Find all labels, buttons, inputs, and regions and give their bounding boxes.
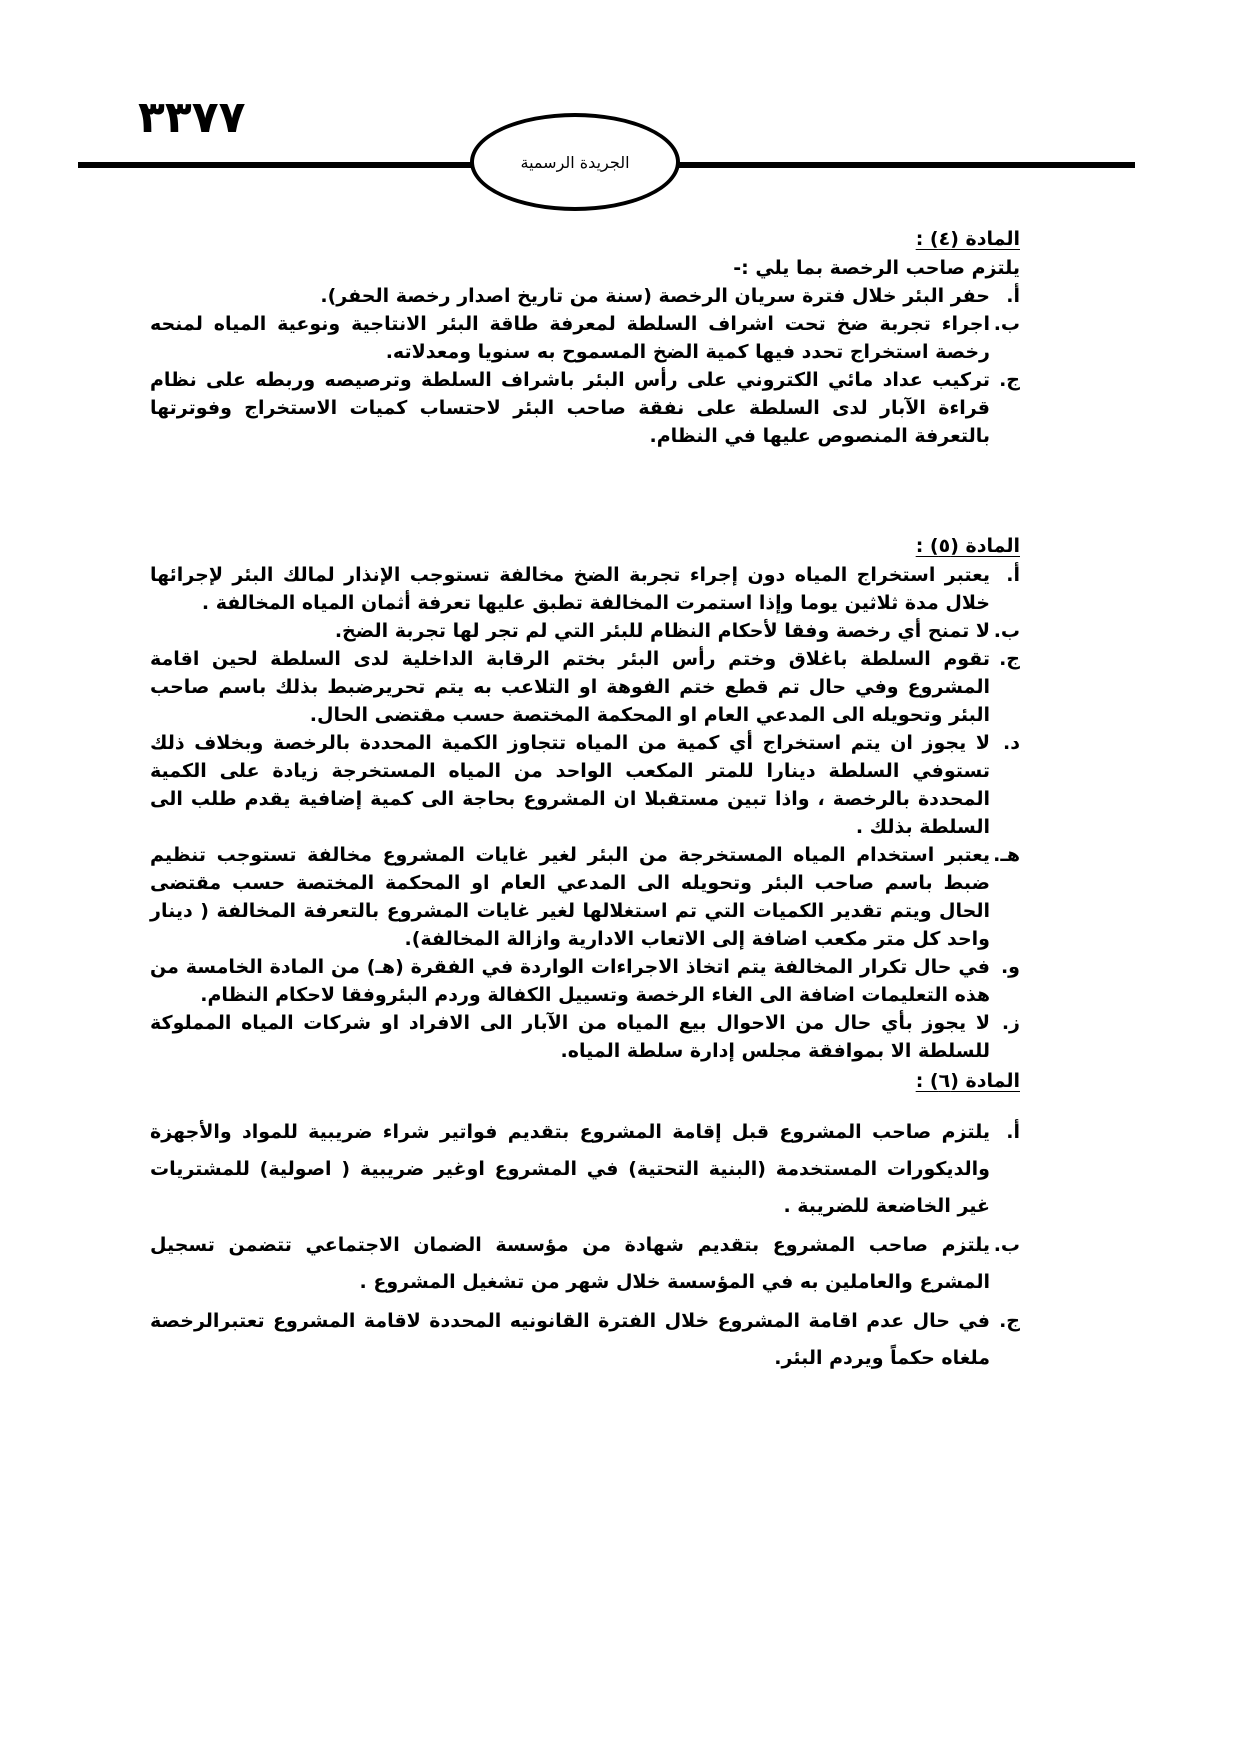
item-marker: ب. — [993, 1234, 1020, 1256]
item-marker: أ. — [1006, 564, 1020, 586]
article-6-title: المادة (٦) : — [915, 1070, 1020, 1092]
item-marker: و. — [1000, 956, 1020, 978]
item-text: في حال تكرار المخالفة يتم اتخاذ الاجراءات الواردة في الفقرة (هـ) من المادة الخامسة من هذه التعليمات اضافة الى الغاء الرخصة وتسييل الكفالة وردم البئروفقا لاحكام النظام. — [150, 956, 990, 1006]
article-5 — [150, 535, 1020, 1065]
item-marker: أ. — [1006, 1121, 1020, 1143]
item-text: تقوم السلطة باغلاق وختم رأس البئر بختم الرقابة الداخلية لدى السلطة لحين اقامة المشروع وفي حال تم قطع ختم الفوهة او التلاعب به يتم تحريرضبط بذلك باسم صاحب البئر وتحويله الى المدعي العام او المحكمة المختصة حسب مقتضى الحال. — [150, 648, 990, 726]
item-text: يعتبر استخراج المياه دون إجراء تجربة الضخ مخالفة تستوجب الإنذار لمالك البئر لإجرائها خلال مدة ثلاثين يوما وإذا استمرت المخالفة تطبق عليها تعرفة أثمان المياه المخالفة . — [150, 564, 990, 614]
list-item — [150, 645, 1020, 729]
item-text: في حال عدم اقامة المشروع خلال الفترة القانونيه المحددة لاقامة المشروع تعتبرالرخصة ملغاه حكماً ويردم البئر. — [150, 1310, 990, 1369]
item-text: حفر البئر خلال فترة سريان الرخصة (سنة من تاريخ اصدار رخصة الحفر). — [320, 285, 990, 307]
list-item — [150, 729, 1020, 841]
gazette-title: الجريدة الرسمية — [520, 152, 630, 172]
gazette-title-oval — [470, 113, 680, 211]
page-number: ٣٣٧٧ — [138, 92, 246, 143]
item-marker: هـ. — [993, 844, 1020, 866]
list-item — [150, 1114, 1020, 1225]
item-marker: ج. — [999, 369, 1020, 391]
item-marker: ج. — [999, 648, 1020, 670]
article-5-title: المادة (٥) : — [915, 535, 1020, 557]
item-text: لا يجوز بأي حال من الاحوال بيع المياه من الآبار الى الافراد او شركات المياه المملوكة للسلطة الا بموافقة مجلس إدارة سلطة المياه. — [150, 1012, 990, 1062]
list-item — [150, 617, 1020, 645]
article-4 — [150, 228, 1020, 450]
item-text: اجراء تجربة ضخ تحت اشراف السلطة لمعرفة طاقة البئر الانتاجية ونوعية المياه لمنحه رخصة استخراج تحدد فيها كمية الضخ المسموح به سنويا ومعدلاته. — [150, 313, 990, 363]
item-marker: أ. — [1006, 285, 1020, 307]
item-marker: د. — [1003, 732, 1020, 754]
article-4-intro: يلتزم صاحب الرخصة بما يلي :- — [733, 257, 1020, 279]
list-item — [150, 1227, 1020, 1301]
list-item — [150, 953, 1020, 1009]
item-text: يعتبر استخدام المياه المستخرجة من البئر لغير غايات المشروع مخالفة تستوجب تنظيم ضبط باسم صاحب البئر وتحويله الى المدعي العام او المحكمة المختصة حسب مقتضى الحال ويتم تقدير الكميات التي تم استغلالها لغير غايات المشروع بالتعرفة المخالفة ( دينار واحد كل متر مكعب اضافة إلى الاتعاب الادارية وازالة المخالفة). — [150, 844, 990, 950]
item-text: يلتزم صاحب المشروع بتقديم شهادة من مؤسسة الضمان الاجتماعي تتضمن تسجيل المشرع والعاملين به في المؤسسة خلال شهر من تشغيل المشروع . — [150, 1234, 990, 1293]
item-marker: ب. — [993, 620, 1020, 642]
item-marker: ب. — [993, 313, 1020, 335]
list-item — [150, 841, 1020, 953]
list-item — [150, 366, 1020, 450]
list-item — [150, 1303, 1020, 1377]
item-text: يلتزم صاحب المشروع قبل إقامة المشروع بتقديم فواتير شراء ضريبية للمواد والأجهزة والديكورات المستخدمة (البنية التحتية) في المشروع اوغير ضريبية ( اصولية) للمشتريات غير الخاضعة للضريبة . — [150, 1121, 990, 1217]
item-text: لا تمنح أي رخصة وفقا لأحكام النظام للبئر التي لم تجر لها تجربة الضخ. — [334, 620, 990, 642]
item-text: لا يجوز ان يتم استخراج أي كمية من المياه تتجاوز الكمية المحددة بالرخصة وبخلاف ذلك تستوفي السلطة دينارا للمتر المكعب الواحد من المياه المستخرجة زيادة على الكمية المحددة بالرخصة ، واذا تبين مستقبلا ان المشروع بحاجة الى كمية إضافية يقدم طلب الى السلطة بذلك . — [150, 732, 990, 838]
item-text: تركيب عداد مائي الكتروني على رأس البئر باشراف السلطة وترصيصه وربطه على نظام قراءة الآبار لدى السلطة على نفقة صاحب البئر لاحتساب كميات الاستخراج وفوترتها بالتعرفة المنصوص عليها في النظام. — [150, 369, 990, 447]
list-item — [150, 1009, 1020, 1065]
article-4-title: المادة (٤) : — [915, 228, 1020, 250]
item-marker: ز. — [1001, 1012, 1020, 1034]
list-item — [150, 282, 1020, 310]
list-item — [150, 310, 1020, 366]
article-6 — [150, 1070, 1020, 1379]
item-marker: ج. — [999, 1310, 1020, 1332]
list-item — [150, 561, 1020, 617]
